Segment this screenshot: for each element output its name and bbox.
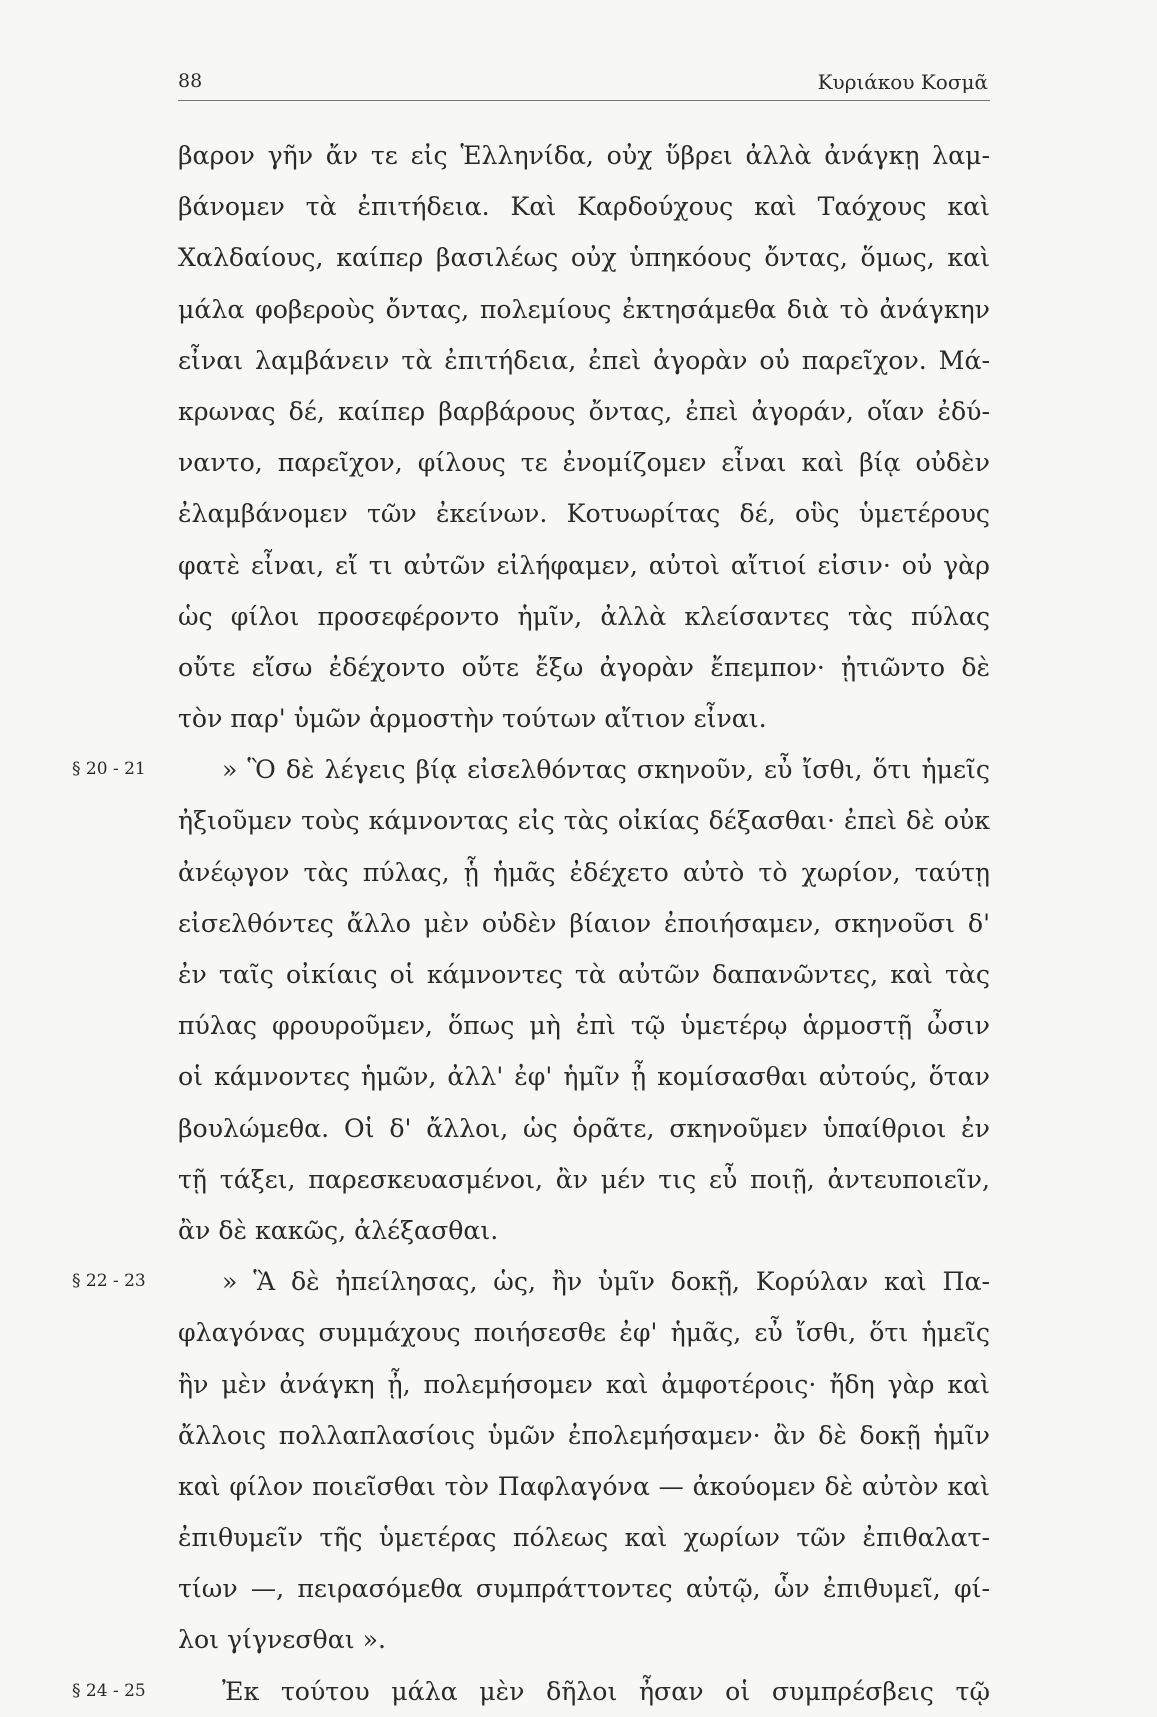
text-line-content: τὸν παρ' ὑμῶν ἁρμοστὴν τούτων αἴτιον εἶναι. — [178, 704, 767, 734]
page-number: 88 — [178, 70, 203, 92]
text-line-content: τίων —, πειρασόμεθα συμπράττοντες αὐτῷ, ὧν ἐπιθυμεῖ, φί- — [178, 1574, 990, 1604]
text-line-content: λοι γίγνεσθαι ». — [178, 1625, 387, 1655]
text-line-content: » Ἃ δὲ ἠπείλησας, ὡς, ἢν ὑμῖν δοκῇ, Κορύλαν καὶ Πα- — [222, 1267, 990, 1297]
text-line-content: φλαγόνας συμμάχους ποιήσεσθε ἐφ' ἡμᾶς, εὖ ἴσθι, ὅτι ἡμεῖς — [178, 1318, 990, 1348]
text-line-content: ἐλαμβάνομεν τῶν ἐκείνων. Κοτυωρίτας δέ, οὓς ὑμετέρους — [178, 499, 990, 529]
text-line-content: ἠξιοῦμεν τοὺς κάμνοντας εἰς τὰς οἰκίας δέξασθαι· ἐπεὶ δὲ οὐκ — [178, 806, 990, 836]
text-line — [178, 1000, 990, 1051]
text-line-content: εἶναι λαμβάνειν τὰ ἐπιτήδεια, ἐπεὶ ἀγορὰν οὐ παρεῖχον. Μά- — [178, 345, 990, 375]
text-line-content: ἐπιθυμεῖν τῆς ὑμετέρας πόλεως καὶ χωρίων τῶν ἐπιθαλατ- — [178, 1523, 990, 1553]
text-line — [178, 898, 990, 949]
running-title: Κυριάκου Κοσμᾶ — [817, 70, 988, 94]
text-line — [178, 386, 990, 437]
text-line — [178, 1614, 990, 1665]
running-header — [178, 64, 990, 101]
text-line-content: μάλα φοβεροὺς ὄντας, πολεμίους ἐκτησάμεθα διὰ τὸ ἀνάγκην — [178, 294, 990, 324]
text-line — [178, 1563, 990, 1614]
text-line — [178, 437, 990, 488]
text-line-content: φατὲ εἶναι, εἴ τι αὐτῶν εἰλήφαμεν, αὐτοὶ αἴτιοί εἰσιν· οὐ γὰρ — [178, 550, 990, 580]
text-line — [178, 488, 990, 539]
text-line-content: βουλώμεθα. Οἱ δ' ἄλλοι, ὡς ὁρᾶτε, σκηνοῦμεν ὑπαίθριοι ἐν — [178, 1113, 990, 1143]
text-line — [72, 1256, 990, 1307]
text-line — [178, 1512, 990, 1563]
text-line-content: βάνομεν τὰ ἐπιτήδεια. Καὶ Καρδούχους καὶ Ταόχους καὶ — [178, 192, 990, 222]
text-line — [178, 284, 990, 335]
text-line — [178, 1205, 990, 1256]
text-line — [178, 232, 990, 283]
text-line-content: καὶ φίλον ποιεῖσθαι τὸν Παφλαγόνα — ἀκούομεν δὲ αὐτὸν καὶ — [178, 1471, 990, 1501]
text-line-content: Χαλδαίους, καίπερ βασιλέως οὐχ ὑπηκόους ὄντας, ὅμως, καὶ — [178, 243, 990, 273]
text-line — [178, 1051, 990, 1102]
text-line — [178, 181, 990, 232]
text-line-content: » Ὃ δὲ λέγεις βίᾳ εἰσελθόντας σκηνοῦν, εὖ ἴσθι, ὅτι ἡμεῖς — [222, 755, 990, 785]
text-line — [178, 1410, 990, 1461]
text-line — [178, 540, 990, 591]
text-line-content: οἱ κάμνοντες ἡμῶν, ἀλλ' ἐφ' ἡμῖν ᾖ κομίσασθαι αὐτούς, ὅταν — [178, 1062, 990, 1092]
section-reference: § 20 - 21 — [72, 759, 146, 780]
text-line — [178, 949, 990, 1000]
text-line-content: τῇ τάξει, παρεσκευασμένοι, ἂν μέν τις εὖ ποιῇ, ἀντευποιεῖν, — [178, 1164, 990, 1194]
section-reference: § 24 - 25 — [72, 1680, 146, 1701]
text-line — [178, 1307, 990, 1358]
text-line — [178, 130, 990, 181]
text-line — [72, 1666, 990, 1717]
text-line-content: οὔτε εἴσω ἐδέχοντο οὔτε ἔξω ἀγορὰν ἔπεμπον· ᾐτιῶντο δὲ — [178, 652, 990, 682]
text-line — [178, 1103, 990, 1154]
text-line — [178, 1359, 990, 1410]
text-line-content: ναντο, παρεῖχον, φίλους τε ἐνομίζομεν εἶναι καὶ βίᾳ οὐδὲν — [178, 448, 990, 478]
text-line — [178, 335, 990, 386]
text-line — [72, 744, 990, 795]
text-line — [178, 693, 990, 744]
text-line — [178, 591, 990, 642]
text-line — [178, 795, 990, 846]
text-line — [178, 1461, 990, 1512]
body-text — [72, 130, 990, 1717]
text-line-content: Ἐκ τούτου μάλα μὲν δῆλοι ἦσαν οἱ συμπρέσβεις τῷ — [222, 1676, 990, 1706]
text-line-content: ὡς φίλοι προσεφέροντο ἡμῖν, ἀλλὰ κλείσαντες τὰς πύλας — [178, 601, 990, 631]
text-line-content: ἐν ταῖς οἰκίαις οἱ κάμνοντες τὰ αὐτῶν δαπανῶντες, καὶ τὰς — [178, 960, 990, 989]
text-line-content: εἰσελθόντες ἄλλο μὲν οὐδὲν βίαιον ἐποιήσαμεν, σκηνοῦσι δ' — [178, 908, 990, 938]
text-line — [178, 847, 990, 898]
text-line-content: βαρον γῆν ἄν τε εἰς Ἑλληνίδα, οὐχ ὕβρει ἀλλὰ ἀνάγκῃ λαμ- — [178, 141, 990, 170]
text-line-content: κρωνας δέ, καίπερ βαρβάρους ὄντας, ἐπεὶ ἀγοράν, οἵαν ἐδύ- — [178, 396, 990, 426]
text-line-content: πύλας φρουροῦμεν, ὅπως μὴ ἐπὶ τῷ ὑμετέρῳ ἁρμοστῇ ὦσιν — [178, 1011, 990, 1041]
text-line — [178, 642, 990, 693]
text-line-content: ἢν μὲν ἀνάγκη ᾖ, πολεμήσομεν καὶ ἀμφοτέροις· ἤδη γὰρ καὶ — [178, 1369, 990, 1399]
text-line-content: ἂν δὲ κακῶς, ἀλέξασθαι. — [178, 1215, 499, 1245]
section-reference: § 22 - 23 — [72, 1271, 146, 1292]
text-line — [178, 1154, 990, 1205]
text-line-content: ἄλλοις πολλαπλασίοις ὑμῶν ἐπολεμήσαμεν· ἂν δὲ δοκῇ ἡμῖν — [178, 1420, 990, 1450]
text-line-content: ἀνέῳγον τὰς πύλας, ᾗ ἡμᾶς ἐδέχετο αὐτὸ τὸ χωρίον, ταύτῃ — [178, 857, 990, 887]
